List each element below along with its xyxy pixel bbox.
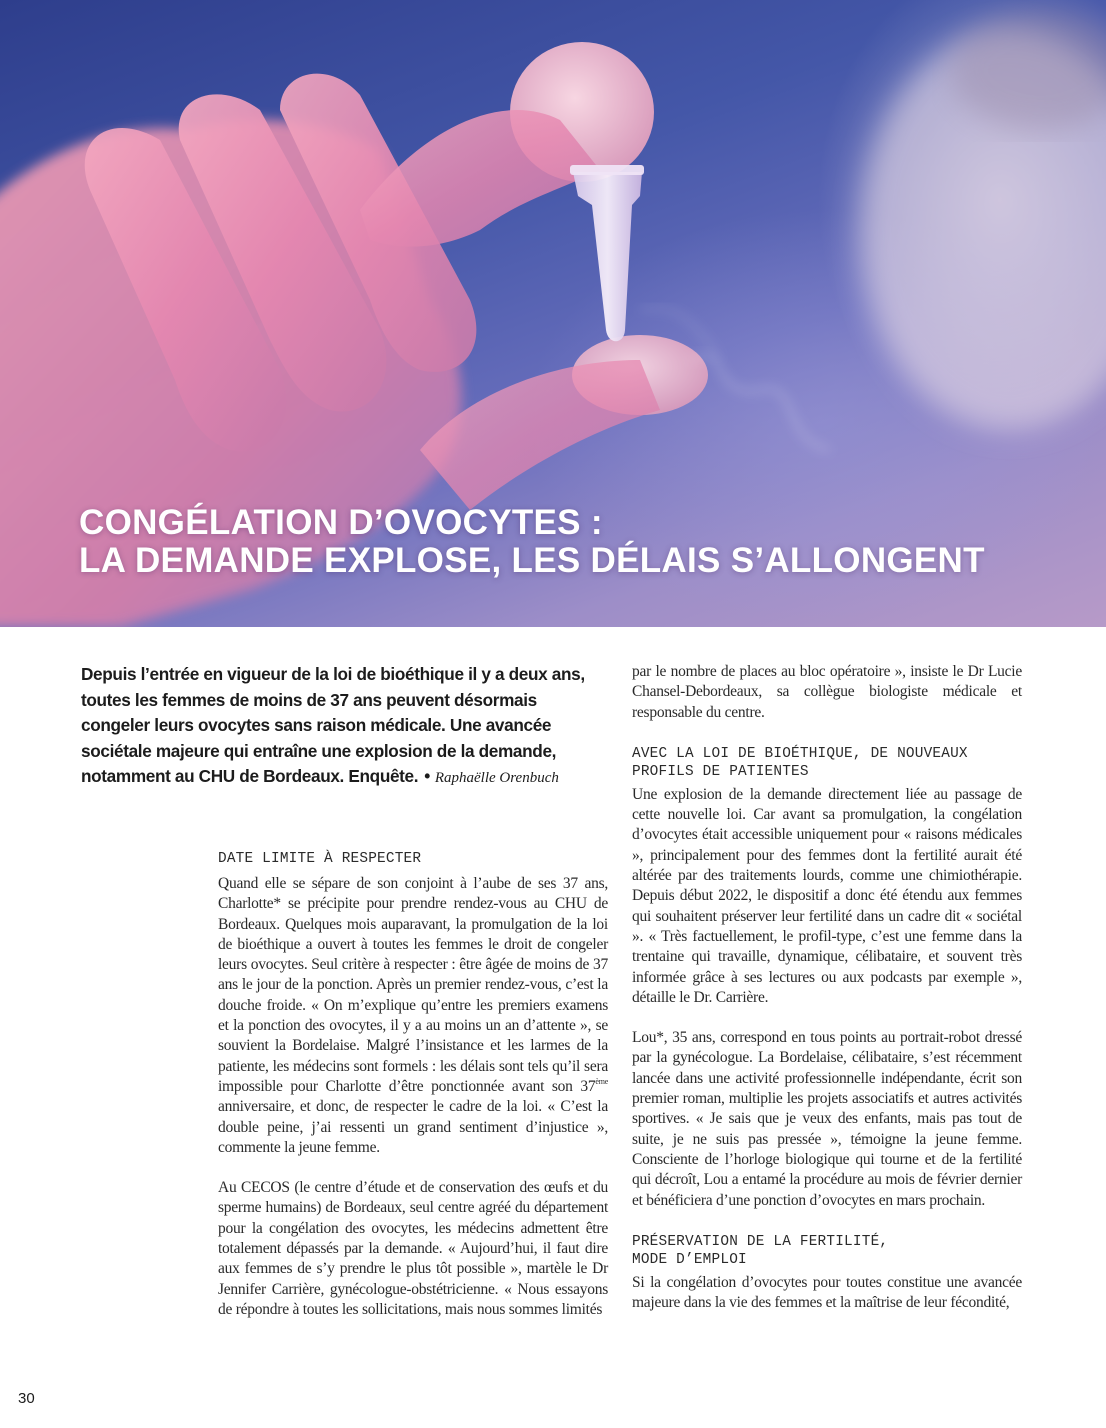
section-heading-date-limite: DATE LIMITE À RESPECTER bbox=[218, 851, 422, 867]
heading-line-1: PRÉSERVATION DE LA FERTILITÉ, bbox=[632, 1233, 889, 1250]
heading-line-1: AVEC LA LOI DE BIOÉTHIQUE, DE NOUVEAUX bbox=[632, 745, 968, 762]
paragraph-text: Quand elle se sépare de son conjoint à l’aube de ses 37 ans, Charlotte* se précipite pour prendre rendez-vous au CHU de Bordeaux. Quelques mois auparavant, la promulgation de la loi de bioéthique a ouvert à toutes les femmes le droit de congeler leurs ovocytes. Seul critère à respecter : être âgée de moins de 37 ans le jour de la ponction. Après un premier rendez-vous, c’est la douche froide. « On m’explique qu’entre les premiers examens et la ponction des ovocytes, il y a au moins un an d’attente », se souvient la Bordelaise. Malgré l’insistance et les larmes de la patiente, les médecins sont formels : les délais sont tels qu’il sera impossible pour Charlotte d’être ponctionnée avant son 37 bbox=[218, 875, 608, 1095]
article-title bbox=[79, 504, 985, 580]
page-number: 30 bbox=[18, 1390, 35, 1407]
section-heading-nouveaux-profils bbox=[632, 745, 1022, 781]
hero-image bbox=[0, 0, 1106, 627]
heading-line-2: PROFILS DE PATIENTES bbox=[632, 763, 809, 780]
body-paragraph: Si la congélation d’ovocytes pour toutes constitue une avancée majeure dans la vie des femmes et la maîtrise de leur fécondité, bbox=[632, 1273, 1022, 1312]
article-lead bbox=[81, 662, 593, 792]
body-paragraph: par le nombre de places au bloc opératoire », insiste le Dr Lucie Chansel-Debordeaux, sa collègue biologiste médicale et responsable du centre. bbox=[632, 663, 1022, 721]
lead-bullet: • bbox=[424, 766, 430, 786]
body-paragraph: Lou*, 35 ans, correspond en tous points au portrait-robot dressé par la gynécologue. La Bordelaise, célibataire, s’est récemment lancée dans une activité professionnelle indépendante, écrit son premier roman, multiplie les projets associatifs et autres activités sportives. « Je sais que je veux des enfants, mais pas tout de suite, je ne suis pas pressée », témoigne la jeune femme. Consciente de l’horloge biologique qui tourne et de la fertilité qui décroît, Lou a entamé la procédure au mois de février dernier et bénéficiera d’une ponction d’ovocytes en mars prochain. bbox=[632, 1029, 1022, 1209]
heading-line-2: MODE D’EMPLOI bbox=[632, 1251, 747, 1268]
article-column-left bbox=[218, 850, 608, 1320]
body-paragraph bbox=[218, 874, 608, 1158]
article-title-line-1: CONGÉLATION D’OVOCYTES : bbox=[79, 503, 603, 542]
section-heading-preservation-fertilite bbox=[632, 1233, 1022, 1269]
lead-text: Depuis l’entrée en vigueur de la loi de bioéthique il y a deux ans, toutes les femmes de moins de 37 ans peuvent désormais congeler leurs ovocytes sans raison médicale. Une avancée sociétale majeure qui entraîne une explosion de la demande, notamment au CHU de Bordeaux. Enquête. bbox=[81, 664, 585, 786]
body-paragraph: Au CECOS (le centre d’étude et de conservation des œufs et du sperme humains) de Bordeaux, seul centre agréé du département pour la congélation des ovocytes, les médecins admettent être totalement dépassés par la demande. « Aujourd’hui, il faut dire aux femmes de s’y prendre le plus tôt possible », martèle le Dr Jennifer Carrière, gynécologue-obstétricienne. « Nous essayons de répondre à toutes les sollicitations, mais nous sommes limités bbox=[218, 1179, 608, 1318]
paragraph-text-continued: anniversaire, et donc, de respecter le cadre de la loi. « C’est la double peine, j’ai ressenti un grand sentiment d’injustice », commente la jeune femme. bbox=[218, 1098, 608, 1156]
ordinal-superscript: ème bbox=[595, 1076, 608, 1086]
article-title-line-2: LA DEMANDE EXPLOSE, LES DÉLAIS S’ALLONGENT bbox=[79, 541, 985, 580]
article-column-right bbox=[632, 662, 1022, 1313]
article-author: Raphaëlle Orenbuch bbox=[434, 770, 559, 786]
body-paragraph: Une explosion de la demande directement liée au passage de cette nouvelle loi. Car avant sa promulgation, la congélation d’ovocytes était accessible uniquement pour « raisons médicales », principalement pour des femmes dont la fertilité aurait été altérée par des traitements lourds, comme une chimiothérapie. Depuis début 2022, le dispositif a donc été étendu aux femmes qui souhaitent préserver leur fertilité dans un cadre dit « sociétal ». « Très factuellement, le profil-type, c’est une femme dans la trentaine qui travaille, dynamique, célibataire, et souvent très informée grâce à ses lectures ou aux podcasts par exemple », détaille le Dr. Carrière. bbox=[632, 785, 1022, 1006]
